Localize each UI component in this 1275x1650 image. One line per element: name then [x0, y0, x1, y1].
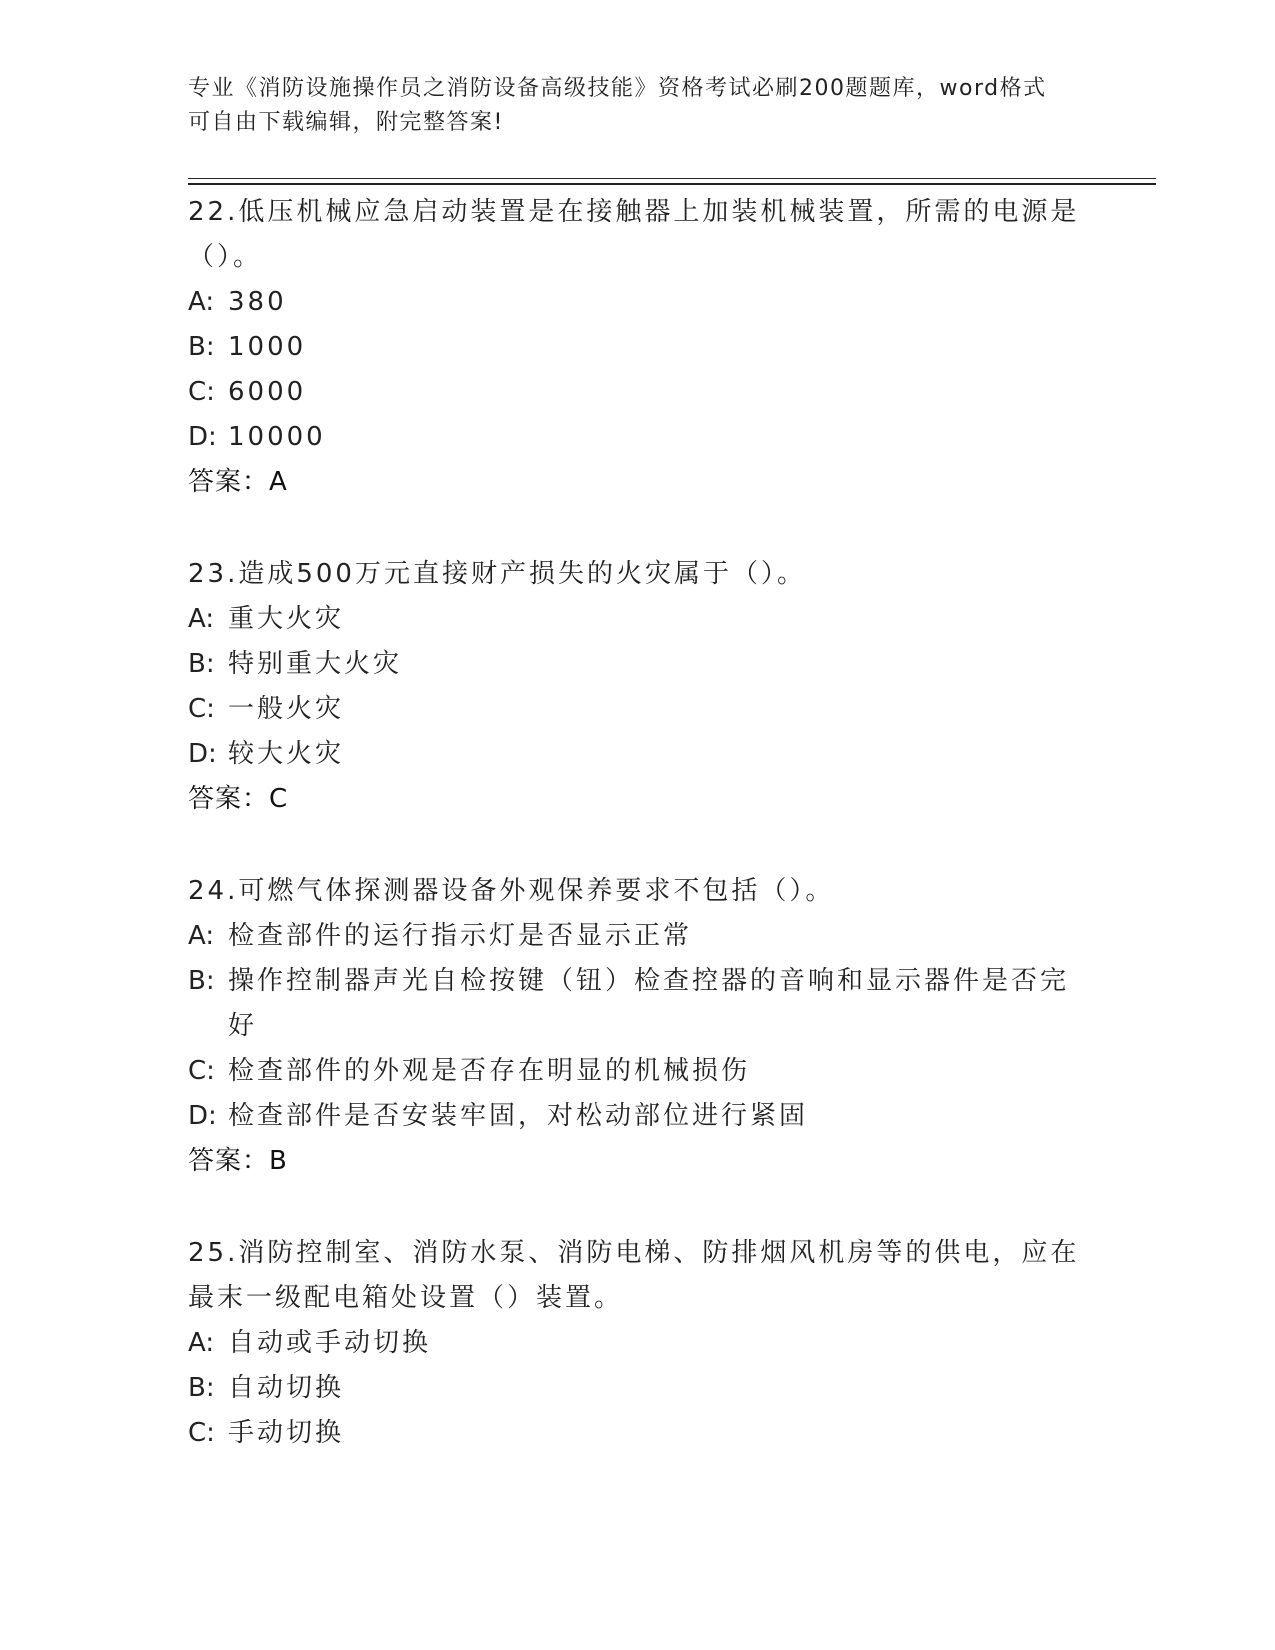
- option-a: [188, 280, 1088, 325]
- option-text: 6000: [228, 377, 307, 407]
- header-divider-top: [188, 178, 1156, 179]
- option-text: 1000: [228, 332, 307, 362]
- question-stem: 24.可燃气体探测器设备外观保养要求不包括（）。: [188, 876, 835, 906]
- option-letter: C:: [188, 694, 215, 724]
- option-text: 一般火灾: [228, 694, 345, 724]
- option-b: [188, 642, 1088, 687]
- option-letter: D:: [188, 422, 217, 452]
- option-b: [188, 1366, 1088, 1411]
- option-text: 自动切换: [228, 1373, 345, 1403]
- option-b: [188, 959, 1088, 1049]
- question-24: [188, 869, 1088, 1184]
- option-letter: B:: [188, 1373, 215, 1403]
- option-letter: C:: [188, 1056, 215, 1086]
- option-letter: C:: [188, 1418, 215, 1448]
- header-divider-bottom: [188, 183, 1156, 185]
- option-d: [188, 732, 1088, 777]
- option-text: 自动或手动切换: [228, 1328, 432, 1358]
- option-text: 检查部件的外观是否存在明显的机械损伤: [228, 1056, 751, 1086]
- option-c: [188, 370, 1088, 415]
- option-text: 较大火灾: [228, 739, 345, 769]
- answer-line: 答案：B: [188, 1146, 288, 1176]
- option-text: 检查部件是否安装牢固，对松动部位进行紧固: [228, 1101, 809, 1131]
- document-header: 专业《消防设施操作员之消防设备高级技能》资格考试必刷200题题库，word格式可自由下载编辑，附完整答案!: [188, 76, 1047, 135]
- option-letter: A:: [188, 604, 215, 634]
- option-letter: B:: [188, 649, 215, 679]
- question-22: [188, 190, 1088, 505]
- option-d: [188, 1094, 1088, 1139]
- option-c: [188, 687, 1088, 732]
- option-text: 操作控制器声光自检按键（钮）检查控器的音响和显示器件是否完好: [228, 966, 1070, 1041]
- option-letter: D:: [188, 739, 217, 769]
- option-letter: A:: [188, 287, 215, 317]
- answer-line: 答案：A: [188, 467, 288, 497]
- question-25: [188, 1231, 1088, 1456]
- option-text: 10000: [228, 422, 326, 452]
- question-23: [188, 552, 1088, 822]
- option-a: [188, 1321, 1088, 1366]
- option-letter: D:: [188, 1101, 217, 1131]
- option-letter: B:: [188, 966, 215, 996]
- option-c: [188, 1411, 1088, 1456]
- option-text: 重大火灾: [228, 604, 345, 634]
- option-d: [188, 415, 1088, 460]
- option-letter: C:: [188, 377, 215, 407]
- option-c: [188, 1049, 1088, 1094]
- option-letter: A:: [188, 1328, 215, 1358]
- question-stem: 22.低压机械应急启动装置是在接触器上加装机械装置，所需的电源是（）。: [188, 197, 1080, 272]
- option-a: [188, 597, 1088, 642]
- question-list: [188, 190, 1088, 1503]
- option-b: [188, 325, 1088, 370]
- option-letter: A:: [188, 921, 215, 951]
- question-stem: 23.造成500万元直接财产损失的火灾属于（）。: [188, 559, 806, 589]
- question-stem: 25.消防控制室、消防水泵、消防电梯、防排烟风机房等的供电，应在最末一级配电箱处设置（）装置。: [188, 1238, 1080, 1313]
- answer-line: 答案：C: [188, 784, 289, 814]
- option-text: 380: [228, 287, 287, 317]
- option-text: 检查部件的运行指示灯是否显示正常: [228, 921, 693, 951]
- option-text: 手动切换: [228, 1418, 345, 1448]
- option-a: [188, 914, 1088, 959]
- option-text: 特别重大火灾: [228, 649, 403, 679]
- option-letter: B:: [188, 332, 215, 362]
